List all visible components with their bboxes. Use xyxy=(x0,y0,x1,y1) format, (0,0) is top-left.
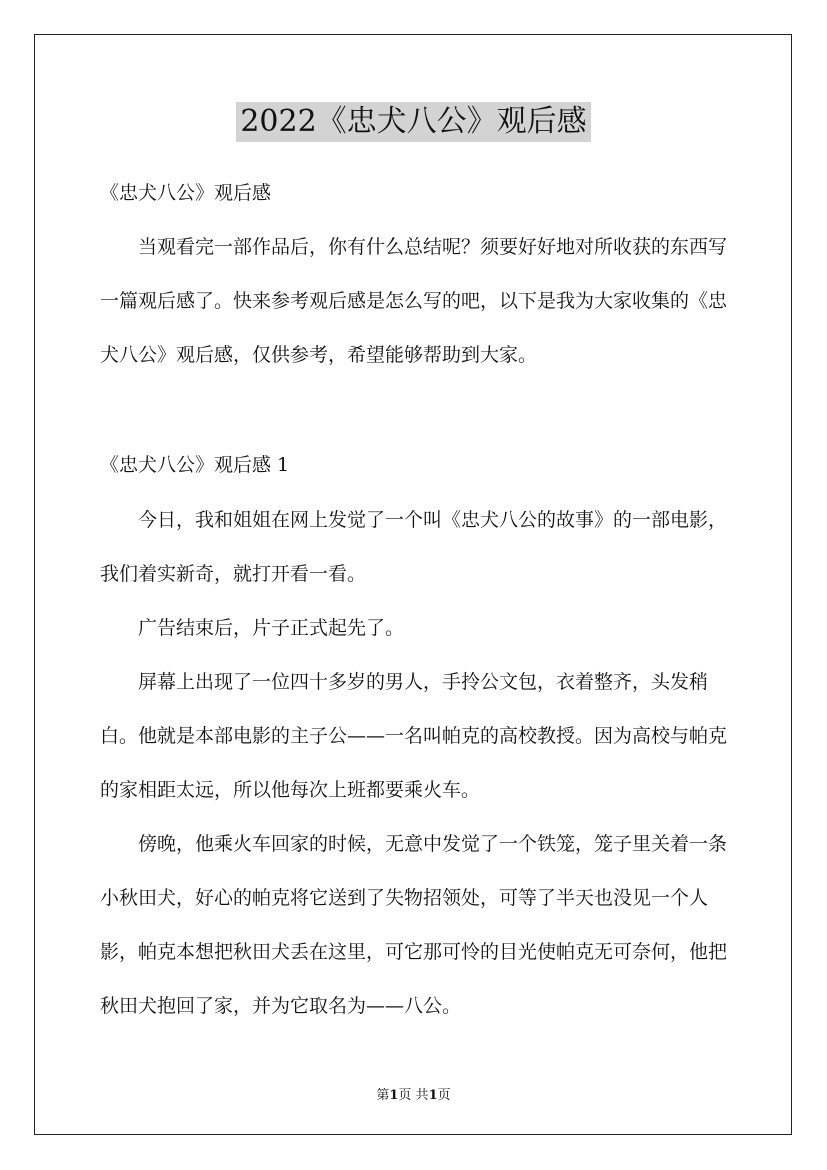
section-heading: 《忠犬八公》观后感 1 xyxy=(100,454,290,476)
document-subtitle: 《忠犬八公》观后感 xyxy=(100,182,272,204)
footer-prefix: 第 xyxy=(376,1088,390,1103)
document-title: 2022《忠犬八公》观后感 xyxy=(236,102,590,142)
paragraph-1: 今日，我和姐姐在网上发觉了一个叫《忠犬八公的故事》的一部电影，我们着实新奇，就打开看一看。 xyxy=(100,509,728,585)
footer-suffix: 页 xyxy=(437,1088,451,1103)
page-footer xyxy=(0,1084,827,1103)
footer-mid: 页 共 xyxy=(398,1088,429,1103)
title-container xyxy=(0,102,827,142)
intro-paragraph: 当观看完一部作品后，你有什么总结呢？须要好好地对所收获的东西写一篇观后感了。快来参考观后感是怎么写的吧，以下是我为大家收集的《忠犬八公》观后感，仅供参考，希望能够帮助到大家。 xyxy=(100,236,728,366)
footer-page-current: 1 xyxy=(389,1088,399,1103)
paragraph-2: 广告结束后，片子正式起先了。 xyxy=(138,617,405,639)
footer-page-total: 1 xyxy=(428,1088,438,1103)
paragraph-3: 屏幕上出现了一位四十多岁的男人，手拎公文包，衣着整齐，头发稍白。他就是本部电影的主子公——一名叫帕克的高校教授。因为高校与帕克的家相距太远，所以他每次上班都要乘火车。 xyxy=(100,671,728,801)
paragraph-4: 傍晚，他乘火车回家的时候，无意中发觉了一个铁笼，笼子里关着一条小秋田犬，好心的帕克将它送到了失物招领处，可等了半天也没见一个人影，帕克本想把秋田犬丢在这里，可它那可怜的目光使帕克无可奈何，他把秋田犬抱回了家，并为它取名为——八公。 xyxy=(100,833,728,1017)
